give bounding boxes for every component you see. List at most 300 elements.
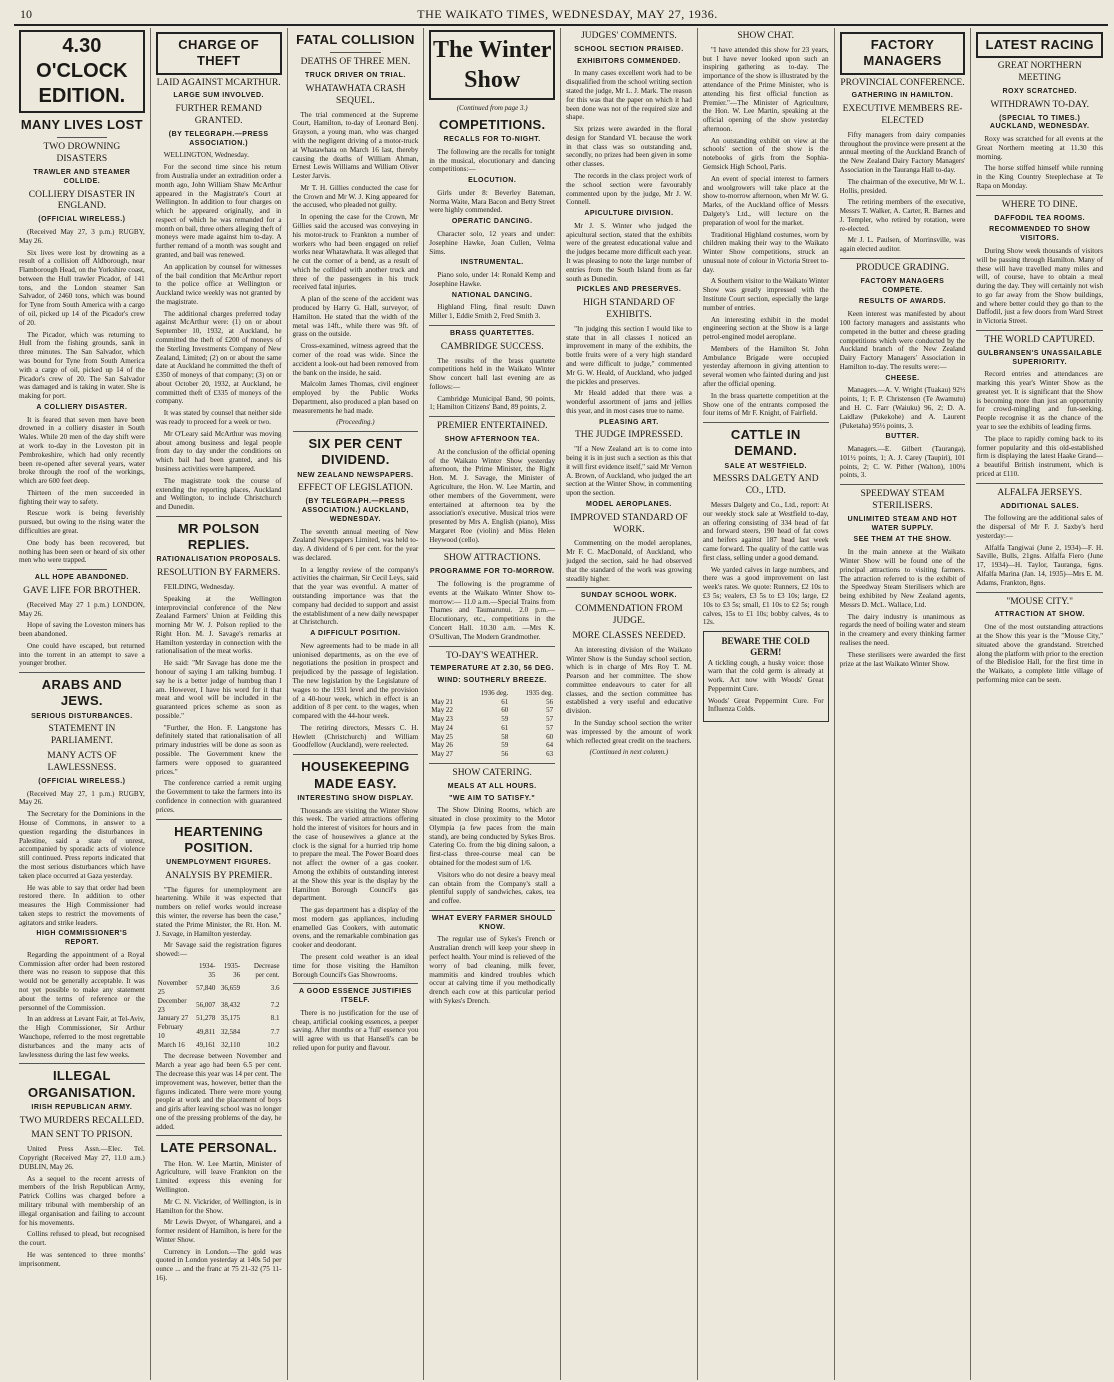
table-row bbox=[429, 715, 555, 724]
subheadline: RESOLUTION BY FARMERS. bbox=[157, 568, 281, 579]
article-paragraph: He was sentenced to three months' imprisonment. bbox=[19, 1250, 145, 1268]
table-row bbox=[429, 750, 555, 759]
article-paragraph: Girls under 8: Beverley Bateman, Norma Waite, Mara Bacon and Betty Street were highly commended. bbox=[429, 188, 556, 215]
subheadline: "WE AIM TO SATISFY." bbox=[449, 794, 536, 802]
subheadline: COMMENDATION FROM JUDGE. bbox=[575, 604, 683, 626]
article-paragraph: Rescue work is being feverishly pursued, but owing to the rising water the difficulties are great. bbox=[19, 509, 145, 535]
article-paragraph: Mr Heald added that there was a wonderful assortment of jams and jellies this year, and in most cases true to name. bbox=[566, 389, 692, 415]
headline: COMPETITIONS. bbox=[438, 116, 546, 132]
divider bbox=[840, 258, 966, 259]
article-paragraph: The results of the brass quartette competitions held in the Waikato Winter Show concert hall last evening are as follows:— bbox=[429, 356, 556, 391]
weather-table bbox=[429, 689, 555, 759]
divider bbox=[57, 569, 107, 570]
ad-tagline: Woods' Great Peppermint Cure. For Influenza Colds. bbox=[707, 696, 824, 714]
article-paragraph: Alfalfa Tangiwai (June 2, 1934)—F. H. Saville, Bulls, 21gns. Alfalfa Fiero (June 17, 1934)—H. Taylor, Tauranga, 6gns. Alfalfa Marina (Jan. 14, 1935)—Mrs E. M. Adams, Frankton, 8gns. bbox=[976, 543, 1104, 587]
article-paragraph: As a sequel to the recent arrests of members of the Irish Republican Army, Patrick Collins was charged before a military tribunal with membership of an illegal organisation and failing to account for his movements. bbox=[19, 1174, 145, 1227]
table-header bbox=[156, 962, 193, 980]
table-cell: 64 bbox=[546, 741, 554, 750]
headline: ALL HOPE ABANDONED. bbox=[34, 574, 129, 582]
table-row bbox=[429, 698, 555, 707]
article-paragraph: An outstanding exhibit on view at the schools' section of the show is the notebooks of girls from the Sophia-Gemsick High School, Paris. bbox=[702, 136, 829, 172]
subheadline: THE JUDGE IMPRESSED. bbox=[574, 430, 683, 441]
headline: WHERE TO DINE. bbox=[1001, 199, 1078, 210]
article-paragraph: New agreements had to be made in all unionised departments, as on the eve of negotiations the position in prospect and prejudiced by the passage of legislation. The new legislation by the Legislature of wages to the 1931 level and the provision of a 40-hour week, which in effect is an addition of 8 per cent. to the wages, when compared with the 44-hour week. bbox=[292, 641, 419, 721]
divider bbox=[156, 1135, 282, 1136]
subheadline: NEW ZEALAND NEWSPAPERS. bbox=[297, 471, 414, 479]
article-paragraph: Character solo, 12 years and under: Josephine Hawke, Joan Cullen, Velma Sims. bbox=[429, 229, 556, 256]
article-paragraph: A Southern visitor to the Waikato Winter Show was greatly impressed with the Institute Court section, especially the large number of entries. bbox=[702, 277, 829, 312]
article-paragraph: Record entries and attendances are marking this year's Winter Show as the greatest yet. It is significant that the Show is becoming more than just an opportunity for crowd-mingling and fun-seeking. People recognise it as the chance of the year to see the exhibits of leading firms. bbox=[976, 370, 1104, 432]
table-cell: 61 bbox=[501, 697, 509, 706]
table-row bbox=[429, 706, 555, 715]
article-paragraph: In the brass quartette competition at the Show one of the entrants composed the four items of Mr F. Knight, of Fairfield. bbox=[702, 391, 829, 418]
article-paragraph: Mr C. N. Vickrider, of Wellington, is in Hamilton for the Show. bbox=[155, 1197, 282, 1215]
article-paragraph: A plan of the scene of the accident was produced by Harry G. Hall, surveyor, of Hamilton. He stated that the width of the metal was 14ft., while there was 9ft. of grass on the outside. bbox=[292, 295, 419, 339]
article-paragraph: In the main annexe at the Waikato Winter Show will be found one of the principal attractions to visiting farmers. The attraction referred to is the exhibit of the Speedway Steam Sterilisers which are being exhibited by New Zealand agents, Messrs D. McL. Wallace, Ltd. bbox=[839, 548, 966, 609]
table-cell: 36,659 bbox=[220, 983, 241, 992]
headline: ARABS AND JEWS. bbox=[41, 677, 122, 709]
divider bbox=[57, 137, 107, 138]
section-subhead: A COLLIERY DISASTER. bbox=[36, 403, 128, 411]
table-cell: 60 bbox=[546, 732, 554, 741]
table-cell: May 23 bbox=[431, 715, 453, 724]
headline: A GOOD ESSENCE JUSTIFIES ITSELF. bbox=[298, 988, 412, 1005]
table-cell: 32,584 bbox=[220, 1027, 241, 1036]
table-cell: 57,840 bbox=[196, 983, 216, 992]
dateline: United Press Assn.—Elec. Tel. Copyright (Received May 27, 11.0 a.m.) DUBLIN, May 26. bbox=[19, 1145, 145, 1171]
subheadline: GREAT NORTHERN MEETING bbox=[997, 61, 1082, 84]
subheadline: EXECUTIVE MEMBERS RE-ELECTED bbox=[842, 104, 963, 126]
subheadline: STATEMENT IN PARLIAMENT. bbox=[48, 724, 116, 747]
article-paragraph: The Hon. W. Lee Martin, Minister of Agriculture, will leave Frankton on the Limited express this evening for Wellington. bbox=[155, 1159, 282, 1194]
table-cell: 57 bbox=[546, 706, 554, 715]
headline: FACTORY MANAGERS bbox=[840, 32, 966, 75]
divider bbox=[976, 483, 1103, 484]
table-cell: 49,811 bbox=[196, 1027, 216, 1036]
article-paragraph: An application by counsel for witnesses of the bail condition that McArthur report to the police office at Wellington or Auckland twice weekly was not granted by the magistrate. bbox=[155, 262, 282, 306]
table-cell: 59 bbox=[501, 741, 509, 750]
headline: SHOW CATERING. bbox=[452, 767, 532, 778]
table-row bbox=[156, 979, 282, 997]
headline: SHOW CHAT. bbox=[737, 31, 795, 41]
table-cell: 56 bbox=[546, 697, 554, 706]
article-paragraph: The retiring members of the executive, Messrs T. Walker, A. Carter, R. Barnes and J. Templer, who retired by rotation, were re-elected. bbox=[839, 198, 966, 233]
article-paragraph: In the Sunday school section the writer was impressed by the amount of work which reflected great credit on the teachers. bbox=[566, 718, 692, 745]
divider bbox=[156, 819, 282, 820]
article-paragraph: The magistrate took the course of extending the reporting places, Auckland and Wellington, to include Christchurch and Dunedin. bbox=[155, 476, 282, 512]
subheadline: TWO DROWNING DISASTERS bbox=[43, 142, 121, 165]
article-paragraph: Collins refused to plead, but recognised the court. bbox=[19, 1230, 145, 1248]
column-2 bbox=[151, 28, 288, 1380]
subheadline: TRUCK DRIVER ON TRIAL. bbox=[304, 72, 406, 80]
column-3 bbox=[288, 28, 425, 1380]
subheadline: PROVINCIAL CONFERENCE. bbox=[840, 77, 965, 88]
table-cell: 49,161 bbox=[196, 1040, 216, 1049]
divider bbox=[840, 484, 966, 485]
continuation-note: (Continued in next column.) bbox=[589, 748, 669, 757]
table-cell: November 25 bbox=[157, 979, 188, 997]
column-6 bbox=[698, 28, 835, 1380]
article-paragraph: He was able to say that order had been restored there. In addition to other measures the High Commissioner had taken steps to restrict the movements of agitators and strike leaders. bbox=[19, 883, 145, 927]
table-header: 1935-36 bbox=[223, 961, 241, 979]
article-paragraph: Cross-examined, witness agreed that the corner of the road was wide. Since the accident a look-out had been removed from the bank on the inside, he said. bbox=[292, 342, 419, 377]
divider bbox=[429, 325, 555, 326]
article-paragraph: An interesting division of the Waikato Winter Show is the Sunday school section, which is in charge of Mrs Roy T. M. Pearson and her committee. The show committee endeavours to cater for all classes, and the section committee has established a very useful and educative division. bbox=[566, 645, 692, 716]
divider bbox=[429, 763, 555, 764]
article-paragraph: Roxy was scratched for all events at the Great Northern meeting at 11.30 this morning. bbox=[976, 135, 1104, 161]
table-cell: 7.2 bbox=[270, 1001, 280, 1010]
subheadline: GAVE LIFE FOR BROTHER. bbox=[23, 585, 141, 596]
article-paragraph: Piano solo, under 14: Ronald Kemp and Josephine Hawke. bbox=[429, 271, 556, 288]
subheadline: ANALYSIS BY PREMIER. bbox=[165, 870, 273, 881]
newspaper-title: THE WAIKATO TIMES, WEDNESDAY, MAY 27, 1936. bbox=[417, 7, 718, 21]
continuation-note: (Proceeding.) bbox=[336, 418, 375, 427]
subheadline: INTERESTING SHOW DISPLAY. bbox=[297, 794, 414, 802]
headline: TO-DAY'S WEATHER. bbox=[446, 650, 539, 661]
article-paragraph: Six lives were lost by drowning as a result of a collision off Aldborough, near Flamborough Head, on the Yorkshire coast, between the Hull trawler Picador, of 141 tons, and the London steamer San Salvador, of 2460 tons, which was bound for Tyne from South America with a cargo of oil, picked up 14 of the Picador's crew of 20. bbox=[19, 248, 145, 327]
headline: LATE PERSONAL. bbox=[160, 1140, 277, 1156]
table-cell: 7.7 bbox=[270, 1027, 280, 1036]
subheadline: FURTHER REMAND GRANTED. bbox=[175, 104, 262, 126]
headline: SHOW ATTRACTIONS. bbox=[443, 553, 541, 564]
table-cell: 58 bbox=[501, 732, 509, 741]
section-subhead: INSTRUMENTAL. bbox=[460, 259, 524, 267]
divider bbox=[429, 416, 555, 417]
subheadline: COLLIERY DISASTER IN ENGLAND. bbox=[28, 189, 136, 212]
article-paragraph: Mr Lewis Dwyer, of Whangarei, and a former resident of Hamilton, is here for the Winter Show. bbox=[155, 1218, 282, 1244]
table-cell: March 16 bbox=[157, 1040, 185, 1049]
subheadline: PICKLES AND PRESERVES. bbox=[576, 286, 682, 294]
table-header bbox=[429, 689, 465, 698]
dateline: (Received May 27, 1 p.m.) RUGBY, May 26. bbox=[19, 789, 145, 807]
table-cell: May 22 bbox=[431, 706, 453, 715]
divider bbox=[976, 195, 1103, 196]
headline: WHAT EVERY FARMER SHOULD KNOW. bbox=[431, 914, 553, 931]
article-paragraph: Managers.—E. Gilbert (Tauranga), 101½ points, 1; A. J. Carey (Taupiri), 101 points, 2; C. W. Pither (Walton), 100¼ points, 3. bbox=[839, 445, 966, 480]
subheadline: MANY ACTS OF LAWLESSNESS. bbox=[47, 751, 117, 774]
article-paragraph: Visitors who do not desire a heavy meal can obtain from the Company's stall a plentiful supply of sandwiches, cakes, tea and coffee. bbox=[429, 870, 556, 906]
subheadline: EFFECT OF LEGISLATION. bbox=[298, 483, 413, 494]
article-paragraph: The dairy industry is unanimous as regards the need of boiling water and steam in the creamery and every thinking farmer realises the need. bbox=[839, 612, 966, 647]
table-cell: May 24 bbox=[431, 723, 453, 732]
subheadline: MESSRS DALGETY AND CO., LTD. bbox=[712, 474, 819, 497]
table-cell: 32,110 bbox=[221, 1040, 241, 1049]
headline: "MOUSE CITY." bbox=[1006, 596, 1074, 607]
divider bbox=[293, 983, 419, 984]
section-subhead: CHEESE. bbox=[885, 374, 920, 382]
article-paragraph: Thirteen of the men succeeded in fighting their way to safety. bbox=[19, 488, 145, 506]
subheadline: MORE CLASSES NEEDED. bbox=[572, 630, 686, 641]
article-paragraph: Regarding the appointment of a Royal Commission after order had been restored there was no reason to suppose that this would not be generally acceptable. It was not yet possible to make any statement about the terms of reference or the personnel of the Commission. bbox=[19, 950, 145, 1012]
column-5 bbox=[561, 28, 698, 1380]
article-paragraph: One could have escaped, but returned into the torrent in an attempt to save a younger brother. bbox=[19, 641, 145, 668]
subheadline: WITHDRAWN TO-DAY. bbox=[990, 99, 1090, 110]
weather-wind: WIND: SOUTHERLY BREEZE. bbox=[437, 677, 547, 685]
article-paragraph: The Picador, which was returning to Hull from the fishing grounds, sank in three minutes. The San Salvador, which was bound for Tyne from South America with a cargo of oil, picked up 14 of the Picador's crew of 20. The San Salvador was damaged and is taking in water. She is making for port. bbox=[19, 330, 145, 401]
masthead bbox=[14, 2, 1108, 26]
headline: HOUSEKEEPING MADE EASY. bbox=[301, 759, 410, 791]
subheadline: LAID AGAINST MCARTHUR. bbox=[156, 77, 281, 88]
subheadline: MEALS AT ALL HOURS. bbox=[447, 782, 537, 790]
article-paragraph: The following are the recalls for tonight in the musical, elocutionary and dancing competitions:— bbox=[429, 147, 556, 174]
divider bbox=[19, 672, 145, 673]
article-paragraph: The records in the class project work of the school section were favourably commented upon by the judge, Mr J. W. Connell. bbox=[566, 171, 692, 207]
subheadline: WHATAWHATA CRASH SEQUEL. bbox=[305, 83, 406, 106]
article-paragraph: In a lengthy review of the company's activities the chairman, Sir Cecil Leys, said that the year was eventful. A matter of outstanding importance was that the company had decided to support and assist the establishment of a new daily newspaper at Christchurch. bbox=[292, 565, 419, 627]
divider bbox=[566, 587, 692, 588]
subheadline: RESULTS OF AWARDS. bbox=[858, 298, 947, 306]
article-paragraph: The regular use of Sykes's French or Australian drench will keep your sheep in perfect health. Your mind is relieved of the worry of bad cleaning, milk fever, mammitis and kindred troubles which occur at calving time if you methodically drench each cow at this particular period with Sykes's Drench. bbox=[429, 935, 556, 1005]
article-paragraph: Malcolm James Thomas, civil engineer employed by the Public Works Department, also produced a plan based on measurements he had made. bbox=[292, 380, 419, 415]
article-paragraph: During Show week thousands of visitors will be passing through Hamilton. Many of these will have travelled many miles and will, of course, have to obtain a meal during the day. They will certainly not wish to go far away from the Show buildings, and where better could they go than to the Daffodil, just a few doors from Ward Street in Victoria Street. bbox=[976, 246, 1104, 326]
table-cell: 56 bbox=[501, 750, 509, 759]
section-subhead: BUTTER. bbox=[885, 433, 920, 441]
article-paragraph: There is no justification for the use of cheap, artificial cooking essences, a peeper saving. After months or a 'full' essence you will agree with us that Hansell's can be relied upon for purity and flavour. bbox=[292, 1008, 419, 1052]
headline: JUDGES' COMMENTS. bbox=[581, 31, 677, 41]
subheadline: DEATHS OF THREE MEN. bbox=[300, 57, 411, 68]
table-cell: 63 bbox=[546, 750, 554, 759]
article-paragraph: Mr J. S. Winter who judged the apicultural section, stated that the exhibits were of the greatest educational value and the judges became more difficult each year. It was pleasing to note the large number of entries from the South Island from as far south as Dunedin. bbox=[566, 221, 692, 283]
table-cell: May 27 bbox=[431, 750, 453, 759]
subheadline: RECOMMENDED TO SHOW VISITORS. bbox=[989, 226, 1091, 243]
subheadline: SERIOUS DISTURBANCES. bbox=[31, 712, 133, 720]
table-cell: 10.2 bbox=[267, 1040, 280, 1049]
article-paragraph: Messrs Dalgety and Co., Ltd., report: At our weekly stock sale at Westfield to-day, an offering consisting of 334 head of fat and forward steers, 190 head of fat cows and heifers against 187 head last week came forward. The quality of the cattle was first class, selling under a good demand. bbox=[702, 501, 829, 562]
article-paragraph: The trial commenced at the Supreme Court, Hamilton, to-day of Leonard Benj. Grayson, a young man, who was charged with the negligent driving of a motor-truck at Whatawhata on March 16 last, thereby causing the deaths of William Ahman, Ernest Lewis Williams and William Oliver Lester Jarvis. bbox=[292, 110, 419, 181]
article-paragraph: Six prizes were awarded in the floral design for Standard VI. because the work in that class was so outstanding and, secondly, no prizes had been given in some other classes. bbox=[566, 125, 692, 169]
table-row bbox=[156, 1041, 282, 1050]
table-cell: 8.1 bbox=[270, 1014, 280, 1023]
article-paragraph: Traditional Highland costumes, worn by children making their way to the Waikato Winter Show competitions, struck an unusual note of colour in Victoria Street to-day. bbox=[702, 230, 829, 274]
headline: CATTLE IN DEMAND. bbox=[730, 427, 801, 459]
column-4 bbox=[424, 28, 561, 1380]
subheadline: TWO MURDERS RECALLED. bbox=[19, 1115, 145, 1126]
subheadline: GATHERING IN HAMILTON. bbox=[851, 92, 954, 100]
headline: ALFALFA JERSEYS. bbox=[997, 487, 1083, 498]
section-subhead: OPERATIC DANCING. bbox=[451, 218, 533, 226]
table-row bbox=[156, 997, 282, 1015]
table-header: Decrease per cent. bbox=[253, 961, 280, 979]
article-paragraph: Hope of saving the Loveston miners has been abandoned. bbox=[19, 621, 145, 639]
table-cell: 57 bbox=[546, 723, 554, 732]
subheadline: SEE THEM AT THE SHOW. bbox=[853, 536, 952, 544]
divider bbox=[19, 1063, 145, 1064]
subheadline: EXHIBITORS COMMENDED. bbox=[577, 57, 681, 65]
article-paragraph: Mr T. H. Gillies conducted the case for the Crown and Mr W. J. King appeared for the accused, who pleaded not guilty. bbox=[292, 183, 419, 210]
divider bbox=[293, 754, 419, 755]
divider bbox=[976, 592, 1103, 593]
continuation-note: (Continued from page 3.) bbox=[456, 104, 528, 112]
section-subhead: ELOCUTION. bbox=[468, 177, 517, 185]
subheadline: TRAWLER AND STEAMER COLLIDE. bbox=[33, 169, 131, 185]
table-row bbox=[429, 741, 555, 750]
subheadline: UNEMPLOYMENT FIGURES. bbox=[166, 859, 272, 866]
table-cell: 61 bbox=[501, 723, 509, 732]
divider bbox=[156, 516, 282, 517]
article-paragraph: The place to rapidly coming back to its former popularity and this old-established firm is displaying the latest Haake Grand—a beautiful British instrument, which is priced at £110. bbox=[976, 434, 1104, 478]
subheadline: ROXY SCRATCHED. bbox=[1002, 88, 1077, 95]
article-paragraph: Commenting on the model aeroplanes, Mr F. C. MacDonald, of Auckland, who judged the section, said he had observed that the standard of the work was growing steadily higher. bbox=[566, 539, 692, 583]
table-cell: January 27 bbox=[157, 1014, 189, 1023]
article-paragraph: "If a New Zealand art is to come into being it is in just such a section as this that it will first evidence itself," said Mr Vernon A. Brown, of Auckland, who judged the art section at the Winter Show, in commenting upon the section. bbox=[566, 445, 692, 498]
section-banner: The Winter Show bbox=[429, 30, 555, 100]
article-paragraph: Speaking at the Wellington interprovincial conference of the New Zealand Farmers' Union at Feilding this morning Mr W. J. Polson replied to the Right Hon. M. J. Savage's remarks at Hamilton yesterday in connection with the rationalisation of the meat works. bbox=[155, 594, 282, 656]
article-paragraph: He said: "Mr Savage has done me the honour of saying I am talking humbug. I say he is a better judge of humbug than I am. However, I have his word for it that meat and wool will be included in the guaranteed prices scheme as soon as possible." bbox=[155, 659, 282, 720]
article-paragraph: The following is the programme of events at the Waikato Winter Show to-morrow:— 11.0 a.m.—Special Trains from Thames and Taumarunui. 2.0 p.m.—Elocutionary, etc., competitions in the Concert Hall. 10.30 a.m. —Mrs K. O'Sullivan, The Modern Grandmother. bbox=[429, 580, 556, 641]
article-paragraph: In opening the case for the Crown, Mr Gillies said the accused was conveying in his motor-truck to Frankton a number of workers who had been engaged on relief works near Whatawhata. It was alleged that he cut the corner of a bend, as a result of which he collided with another truck and three of the passengers in his truck received fatal injuries. bbox=[292, 213, 419, 292]
article-paragraph: The conference carried a remit urging the Government to take the farmers into its confidence in connection with guaranteed prices. bbox=[155, 779, 282, 814]
subheadline: ADDITIONAL SALES. bbox=[1000, 502, 1080, 510]
headline: LATEST RACING bbox=[976, 32, 1103, 58]
table-cell: 57 bbox=[546, 715, 554, 724]
article-paragraph: The retiring directors, Messrs C. H. Hewlett (Christchurch) and William Goodfellow (Auckland), were reelected. bbox=[292, 723, 419, 750]
headline: FATAL COLLISION bbox=[296, 32, 415, 47]
article-paragraph: An interesting exhibit in the model engineering section at the Show is a large petrol-engined model aeroplane. bbox=[702, 315, 829, 342]
subheadline: SUNDAY SCHOOL WORK. bbox=[580, 592, 677, 600]
article-paragraph: Mr Savage said the registration figures showed:— bbox=[155, 941, 282, 959]
ad-text: A tickling cough, a husky voice: those warn that the cold germ is already at work. Act now with Woods' Great Peppermint Cure. bbox=[707, 658, 824, 693]
table-cell: 60 bbox=[501, 706, 509, 715]
divider bbox=[429, 910, 555, 911]
divider bbox=[703, 422, 829, 423]
table-cell: 3.6 bbox=[270, 983, 280, 992]
credit-line: (OFFICIAL WIRELESS.) bbox=[38, 216, 126, 224]
article-paragraph: It is feared that seven men have been drowned in a colliery disaster in South Wales. While 20 men of the day shift were at work to-day in the Loveston pit in Pembrokeshire, which had only recently been re-opened after several years, water broke through the roof of the workings, which are 600 feet deep. bbox=[19, 415, 145, 486]
table-row bbox=[156, 1023, 282, 1041]
article-paragraph: The horse stiffed himself while running in the King Country Steeplechase at Te Rapa on Monday. bbox=[976, 164, 1104, 191]
divider bbox=[293, 431, 419, 432]
article-paragraph: Mr J. L. Paulsen, of Morrinsville, was again elected auditor. bbox=[839, 236, 966, 254]
advertisement bbox=[703, 631, 829, 722]
article-paragraph: We yarded calves in large numbers, and there was a good improvement on last week's rates. We quote: Runners, £2 10s to £3 5s; vealers, £3 5s to £3 10s; large, £2 10s to £3 5s; small, £1 10s to £2 5s; rough calves, 15s to £1 10s; bobby calves, 4s to 12s. bbox=[702, 565, 829, 627]
headline: SPEEDWAY STEAM STERILISERS. bbox=[860, 489, 945, 512]
dateline: FEILDING, Wednesday. bbox=[163, 582, 235, 591]
table-header: 1935 deg. bbox=[525, 688, 554, 697]
ad-title: BEWARE THE COLD GERM! bbox=[721, 636, 810, 658]
headline: THE WORLD CAPTURED. bbox=[984, 334, 1095, 345]
table-header: 1934-35 bbox=[199, 961, 216, 979]
headline: PRODUCE GRADING. bbox=[856, 263, 949, 274]
article-paragraph: For the second time since his return from Australia under an extradition order a month ago, John William Shaw McArthur appeared in the Magistrate's Court at Wellington. In addition to four charges on which he appeared originally, and in respect of which he was remanded for a month on bail, three others alleging theft of moneys were made against him to-day. A further remand of a month was sought and granted, and bail was renewed. bbox=[155, 163, 282, 259]
subheadline: IMPROVED STANDARD OF WORK. bbox=[570, 512, 688, 535]
table-cell: February 10 bbox=[157, 1023, 184, 1040]
weather-temperature: TEMPERATURE AT 2.30, 56 DEG. bbox=[430, 665, 554, 673]
table-cell: 59 bbox=[501, 715, 509, 724]
dateline: WELLINGTON, Wednesday. bbox=[163, 151, 249, 160]
headline: SIX PER CENT DIVIDEND. bbox=[308, 436, 403, 468]
subheadline: ATTRACTION AT SHOW. bbox=[994, 611, 1085, 619]
article-paragraph: In an address at Levant Fair, at Tel-Aviv, the High Commissioner, Sir Arthur Wauchope, referred to the most regrettable disturbances and the many acts of lawlessness during the last few weeks. bbox=[19, 1015, 145, 1059]
column-7 bbox=[835, 28, 972, 1380]
subheadline: LARGE SUM INVOLVED. bbox=[173, 92, 264, 100]
section-subhead: NATIONAL DANCING. bbox=[451, 291, 533, 299]
masthead-spacer bbox=[1103, 7, 1106, 22]
article-paragraph: "In judging this section I would like to state that in all classes I noticed an improvement in many of the exhibits, the bottle fruits were of a very high standard and were difficult to judge," commented Mr G. W. Heald, of Auckland, who judged the pickles and preserves. bbox=[566, 324, 692, 386]
article-paragraph: One body has been recovered, but nothing has been seen or heard of six other men who were trapped. bbox=[19, 538, 145, 565]
subheadline: SHOW AFTERNOON TEA. bbox=[444, 436, 540, 444]
article-paragraph: Currency in London.—The gold was quoted in London yesterday at 140s 5d per ounce ... and the franc at 75 21-32 (75 11-16). bbox=[155, 1247, 282, 1283]
article-paragraph: The Secretary for the Dominions in the House of Commons, in answer to a question regarding the disturbances in Palestine, said a state of unrest, accompanied by sporadic acts of violence still continued. Press reports indicated that the most serious disturbances which have taken place occurred at Gaza yesterday. bbox=[19, 810, 145, 880]
subheadline: PROGRAMME FOR TO-MORROW. bbox=[429, 568, 555, 576]
credit-line: (OFFICIAL WIRELESS.) bbox=[38, 777, 126, 785]
article-paragraph: The seventh annual meeting of New Zealand Newspapers Limited, was held to-day. A dividend of 6 per cent. for the year was declared. bbox=[292, 527, 419, 562]
article-paragraph: In many cases excellent work had to be disqualified from the school writing section stated the judge, Mr L. J. Mark. The reason for this was that the paper on which it had been done was not of the required size and shape. bbox=[566, 69, 692, 122]
credit-line: (BY TELEGRAPH.—PRESS ASSOCIATION.) AUCKLAND, WEDNESDAY. bbox=[301, 498, 409, 523]
headline: CHARGE OF THEFT bbox=[156, 32, 282, 75]
dateline: (Received May 27 1 p.m.) LONDON, May 26. bbox=[19, 600, 145, 618]
subheadline: CAMBRIDGE SUCCESS. bbox=[440, 341, 544, 352]
article-paragraph: Cambridge Municipal Band, 90 points, 1; Hamilton Citizens' Band, 89 points, 2. bbox=[429, 394, 556, 412]
table-cell: 35,175 bbox=[220, 1014, 241, 1023]
table-cell: December 23 bbox=[157, 996, 187, 1014]
credit-line: (SPECIAL TO TIMES.) AUCKLAND, WEDNESDAY. bbox=[989, 114, 1090, 131]
subheadline: RECALLS FOR TO-NIGHT. bbox=[443, 136, 541, 143]
table-cell: 56,007 bbox=[196, 1001, 216, 1010]
article-paragraph: Members of the Hamilton St. John Ambulance Brigade were occupied yesterday afternoon in giving attention to several women who fainted during and just after the official opening. bbox=[702, 344, 829, 388]
subheadline: SCHOOL SECTION PRAISED. bbox=[574, 45, 684, 53]
article-paragraph: Thousands are visiting the Winter Show this week. The varied attractions offering hold the interest of visitors for hours and in the case of housewives a glance at the clock is the signal for a hurried trip home to prepare the meal. The Power Board does not affect the owner of a gas cooker. Among the exhibits of outstanding interest at the Show this year is the display by the Hamilton Borough Council's gas department. bbox=[292, 806, 419, 903]
article-paragraph: "I have attended this show for 23 years, but I have never looked upon such an inspiring gathering as to-day. The importance of the show is illustrated by the attendance of the Prime Minister, who is attending his first official function as Premier."—The Minister of Agriculture, the Hon. W. Lee Martin, speaking at the official opening of the show yesterday afternoon. bbox=[702, 45, 829, 133]
subheadline: MODEL AEROPLANES. bbox=[585, 500, 672, 508]
article-paragraph: The present cold weather is an ideal time for those visiting the Hamilton Borough Council's Gas Showrooms. bbox=[292, 953, 419, 979]
article-paragraph: One of the most outstanding attractions at the Show this year is the "Mouse City," situated above the grandstand. Stretched along the platform with prior to the erection of the Bledisloe Hall, for the first time in the Waikato, a complete little village of performing mice can be seen. bbox=[976, 623, 1104, 684]
divider bbox=[429, 646, 555, 647]
table-cell: May 25 bbox=[431, 732, 453, 741]
article-paragraph: "Further, the Hon. F. Langstone has definitely stated that rationalisation of all primary industries will be done as soon as possible. The Government knew the farmers were opposed to guaranteed prices." bbox=[155, 723, 282, 776]
section-subhead: HIGH COMMISSIONER'S REPORT. bbox=[36, 930, 128, 947]
table-row bbox=[429, 733, 555, 742]
subheadline: SALE AT WESTFIELD. bbox=[724, 462, 807, 470]
table-cell: 38,432 bbox=[220, 1001, 241, 1010]
article-paragraph: The following are the additional sales of the dispersal of Mr F. J. Saxby's herd yesterday:— bbox=[976, 514, 1104, 540]
column-1 bbox=[14, 28, 151, 1380]
subheadline: PLEASING ART. bbox=[599, 418, 659, 426]
subheadline: DAFFODIL TEA ROOMS. bbox=[994, 214, 1086, 222]
article-paragraph: The Show Dining Rooms, which are situated in close proximity to the Motor Olympia (a few paces from the main stand), are being conducted by Sykes Bros. Catering Co. from the big dining saloon, a first-class three-course meal can be obtained for the modest sum of 1/6. bbox=[429, 806, 556, 867]
article-paragraph: At the conclusion of the official opening of the Waikato Winter Show yesterday afternoon, the Prime Minister, the Right Hon. M. J. Savage, the Minister of Agriculture, the Hon. W. Lee Martin, and other members of the Government, were entertained at afternoon tea by the association's executive. Musical trios were presented by Mrs A. English (piano), Miss Margaret Roe (violin) and Miss Helen Heywood (cello). bbox=[429, 447, 556, 544]
article-paragraph: Highland Fling, final result: Dawn Miller 1, Eddie Smith 2, Fred Smith 3. bbox=[429, 303, 556, 321]
column-8 bbox=[971, 28, 1108, 1380]
subheadline: RATIONALISATION PROPOSALS. bbox=[156, 556, 281, 564]
article-paragraph: It was stated by counsel that neither side was ready to proceed for a week or two. bbox=[155, 409, 282, 427]
article-paragraph: The decrease between November and March a year ago had been 6.5 per cent. The decrease this year was 14 per cent. The improvement was, however, better than the figures indicated. There were more young people at work and the placement of boys and girls after leaving school was no longer one of the pressing problems of the day, he added. bbox=[155, 1052, 282, 1131]
headline: MANY LIVES LOST bbox=[20, 117, 143, 132]
table-header: 1936 deg. bbox=[480, 688, 509, 697]
article-paragraph: The additional charges preferred today against McArthur were: (1) on or about September 10, 1932, at Auckland, he committed the theft of £200 of moneys of the Sterling Investments Company of New Zealand, Limited; (2) on or about the same date at Auckland he committed the theft of £350 of moneys of that company; (3) on or about October 20, 1932, at Auckland, he committed theft of £335 of moneys of the company. bbox=[155, 309, 282, 406]
divider bbox=[429, 548, 555, 549]
divider bbox=[976, 330, 1103, 331]
table-row bbox=[156, 1014, 282, 1023]
headline: PREMIER ENTERTAINED. bbox=[436, 421, 548, 432]
subheadline: GULBRANSEN'S UNASSAILABLE SUPERIORITY. bbox=[977, 349, 1103, 366]
table-cell: 51,278 bbox=[196, 1014, 216, 1023]
article-paragraph: "The figures for unemployment are heartening. While it was expected that numbers on relief works would increase this winter, the reverse has been the case," stated the Prime Minister, the Rt. Hon. M. J. Savage, in Hamilton yesterday. bbox=[155, 885, 282, 938]
article-paragraph: Keen interest was manifested by about 100 factory managers and assistants who competed in the butter and cheese grading competitions which were conducted by the Auckland branch of the New Zealand Dairy Factory Managers' Association in Hamilton to-day. The results were:— bbox=[839, 310, 966, 371]
table-cell: May 26 bbox=[431, 741, 453, 750]
subheadline: IRISH REPUBLICAN ARMY. bbox=[31, 1103, 133, 1111]
page-number: 10 bbox=[20, 7, 32, 21]
subheadline: HIGH STANDARD OF EXHIBITS. bbox=[583, 298, 675, 320]
columns bbox=[14, 28, 1108, 1380]
headline: ILLEGAL ORGANISATION. bbox=[28, 1068, 136, 1100]
headline: BRASS QUARTETTES. bbox=[450, 329, 535, 337]
subheadline: UNLIMITED STEAM AND HOT WATER SUPPLY. bbox=[847, 515, 958, 532]
article-paragraph: Fifty managers from dairy companies throughout the province were present at the annual meeting of the Auckland Branch of the New Zealand Dairy Factory Managers' Association in the Tauranga Hall to-day. bbox=[839, 130, 966, 174]
article-paragraph: An event of special interest to farmers and woolgrowers will take place at the show to-morrow afternoon, when Mr W. G. Marks, of the Auckland office of Messrs Dalgety's Ltd., will lecture on the preparation of wool for the market. bbox=[702, 174, 829, 227]
article-paragraph: Mr O'Leary said McArthur was moving about among business and legal people from day to day under the conditions on which bail had been granted, and his business activities were hampered. bbox=[155, 429, 282, 473]
registration-table bbox=[156, 962, 282, 1050]
headline: HEARTENING POSITION. bbox=[174, 823, 264, 855]
